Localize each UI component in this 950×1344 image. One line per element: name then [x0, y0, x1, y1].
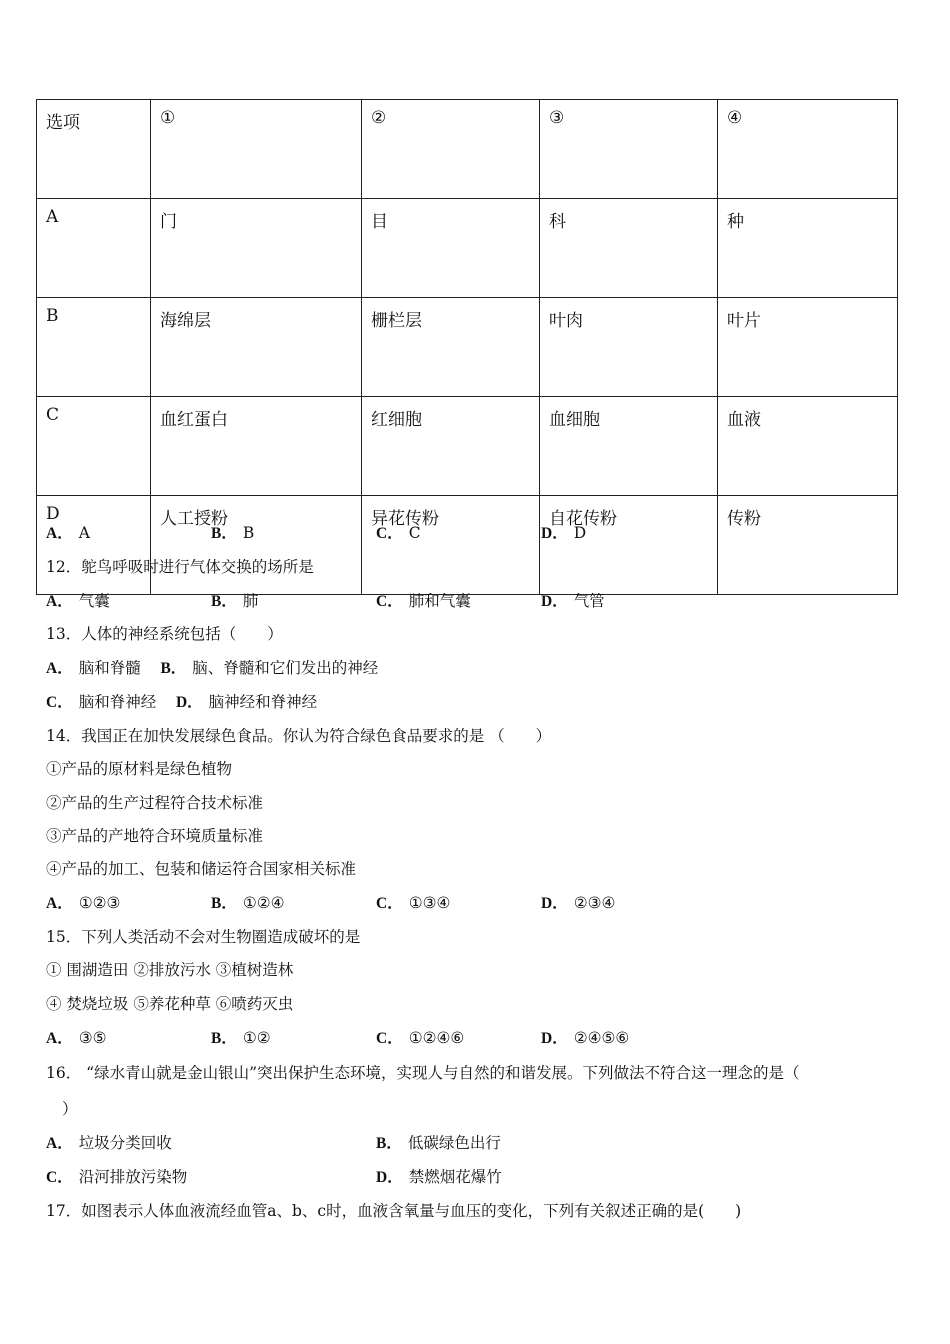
table-header-cell: ③ — [540, 100, 718, 199]
table-header-cell: ④ — [718, 100, 898, 199]
table-header-row — [37, 100, 898, 199]
q14-option-d[interactable] — [541, 891, 615, 913]
table-row — [37, 199, 898, 298]
option-text: D — [573, 524, 587, 542]
table-cell: 血红蛋白 — [151, 397, 362, 496]
option-text: 沿河排放污染物 — [78, 1168, 188, 1186]
q13-option-a[interactable] — [46, 659, 141, 677]
table-row — [37, 496, 898, 595]
q14-item: ①产品的原材料是绿色植物 — [46, 760, 233, 778]
option-text: ①② — [242, 1029, 271, 1047]
option-letter: B． — [160, 660, 187, 677]
table-cell: C — [37, 397, 151, 496]
option-letter: B． — [211, 895, 237, 912]
option-text: 脑神经和脊神经 — [208, 693, 318, 711]
table-header-cell: 选项 — [37, 100, 151, 199]
table-cell: 海绵层 — [151, 298, 362, 397]
option-letter: C． — [46, 694, 73, 711]
table-cell: 红细胞 — [362, 397, 540, 496]
option-text: 脑和脊髓 — [78, 659, 141, 677]
q14-item: ③产品的产地符合环境质量标准 — [46, 827, 264, 845]
table-cell: 血细胞 — [540, 397, 718, 496]
q15-option-b[interactable] — [211, 1026, 271, 1048]
table-cell: 自花传粉 — [540, 496, 718, 595]
q13-option-d[interactable] — [176, 693, 317, 711]
option-text: 气囊 — [78, 592, 110, 610]
q11-option-a[interactable] — [46, 521, 90, 543]
table-cell: 血液 — [718, 397, 898, 496]
option-letter: D． — [175, 694, 203, 711]
q13-option-c[interactable] — [46, 693, 156, 711]
q16-option-d[interactable] — [376, 1165, 502, 1187]
option-text: C — [408, 524, 421, 542]
q16-option-a[interactable] — [46, 1131, 172, 1153]
option-letter: C． — [376, 1030, 403, 1047]
table-cell: 传粉 — [718, 496, 898, 595]
option-text: ①③④ — [408, 894, 451, 912]
q14-item: ②产品的生产过程符合技术标准 — [46, 794, 264, 812]
table-cell: 目 — [362, 199, 540, 298]
q16-option-c[interactable] — [46, 1165, 187, 1187]
q14-stem: 14．我国正在加快发展绿色食品。你认为符合绿色食品要求的是 （ ） — [46, 727, 552, 745]
q15-option-d[interactable] — [541, 1026, 629, 1048]
option-letter: D． — [376, 1169, 403, 1186]
option-text: 气管 — [573, 592, 605, 610]
option-text: ②④⑤⑥ — [573, 1029, 630, 1047]
q11-option-c[interactable] — [376, 521, 421, 543]
option-text: 禁燃烟花爆竹 — [408, 1168, 502, 1186]
option-letter: A． — [46, 1135, 73, 1152]
table-cell: 人工授粉 — [151, 496, 362, 595]
q16-stem: 16． “绿水青山就是金山银山”突出保护生态环境，实现人与自然的和谐发展。下列做法不符合这一理念的是（ — [46, 1064, 800, 1082]
option-letter: B． — [211, 593, 237, 610]
q12-option-d[interactable] — [541, 589, 605, 611]
q11-option-b[interactable] — [211, 521, 254, 543]
option-text: ②③④ — [573, 894, 616, 912]
table-cell: A — [37, 199, 151, 298]
option-letter: A． — [46, 593, 73, 610]
option-text: A — [78, 524, 90, 542]
option-letter: D． — [541, 1030, 568, 1047]
table-cell: 叶片 — [718, 298, 898, 397]
q14-option-a[interactable] — [46, 891, 120, 913]
option-text: 肺和气囊 — [408, 592, 471, 610]
q12-stem: 12．鸵鸟呼吸时进行气体交换的场所是 — [46, 558, 314, 576]
q15-item: ④ 焚烧垃圾 ⑤养花种草 ⑥喷药灭虫 — [46, 995, 294, 1013]
q12-option-c[interactable] — [376, 589, 471, 611]
option-letter: C． — [376, 593, 403, 610]
option-text: ①②③ — [78, 894, 121, 912]
q11-option-d[interactable] — [541, 521, 586, 543]
option-letter: A． — [46, 1030, 73, 1047]
table-cell: D — [37, 496, 151, 595]
option-letter: B． — [376, 1135, 402, 1152]
option-letter: C． — [46, 1169, 73, 1186]
option-text: B — [242, 524, 255, 542]
option-letter: C． — [376, 525, 403, 542]
q12-option-b[interactable] — [211, 589, 258, 611]
table-cell: 门 — [151, 199, 362, 298]
q13-options-line-2 — [46, 690, 317, 712]
option-text: ①②④ — [242, 894, 285, 912]
q12-option-a[interactable] — [46, 589, 110, 611]
option-text: 脑、脊髓和它们发出的神经 — [192, 659, 379, 677]
option-letter: D． — [541, 593, 568, 610]
table-header-cell: ① — [151, 100, 362, 199]
option-letter: A． — [46, 895, 73, 912]
q14-item: ④产品的加工、包装和储运符合国家相关标准 — [46, 860, 357, 878]
q15-stem: 15．下列人类活动不会对生物圈造成破坏的是 — [46, 928, 361, 946]
q15-item: ① 围湖造田 ②排放污水 ③植树造林 — [46, 961, 294, 979]
options-table — [36, 99, 898, 595]
q17-stem: 17．如图表示人体血液流经血管a、b、c时，血液含氧量与血压的变化，下列有关叙述正确的是( ) — [46, 1202, 742, 1220]
q16-stem-continuation: ） — [62, 1100, 78, 1118]
option-letter: D． — [541, 895, 568, 912]
option-letter: A． — [46, 660, 73, 677]
q13-stem: 13．人体的神经系统包括（ ） — [46, 625, 283, 643]
q15-option-a[interactable] — [46, 1026, 107, 1048]
q15-option-c[interactable] — [376, 1026, 464, 1048]
table-row — [37, 298, 898, 397]
q16-option-b[interactable] — [376, 1131, 501, 1153]
option-letter: B． — [211, 525, 237, 542]
table-row — [37, 397, 898, 496]
table-cell: 科 — [540, 199, 718, 298]
option-text: 脑和脊神经 — [78, 693, 157, 711]
table-cell: 栅栏层 — [362, 298, 540, 397]
q14-option-c[interactable] — [376, 891, 450, 913]
option-letter: D． — [541, 525, 568, 542]
q13-options-line-1 — [46, 656, 378, 678]
q14-option-b[interactable] — [211, 891, 285, 913]
table-cell: 叶肉 — [540, 298, 718, 397]
option-text: 肺 — [242, 592, 259, 610]
option-text: 垃圾分类回收 — [78, 1134, 172, 1152]
q13-option-b[interactable] — [160, 659, 378, 677]
option-letter: C． — [376, 895, 403, 912]
option-text: ①②④⑥ — [408, 1029, 465, 1047]
option-letter: A． — [46, 525, 73, 542]
table-cell: 种 — [718, 199, 898, 298]
option-text: 低碳绿色出行 — [407, 1134, 501, 1152]
table-header-cell: ② — [362, 100, 540, 199]
table-cell: 异花传粉 — [362, 496, 540, 595]
option-text: ③⑤ — [78, 1029, 107, 1047]
option-letter: B． — [211, 1030, 237, 1047]
table-cell: B — [37, 298, 151, 397]
